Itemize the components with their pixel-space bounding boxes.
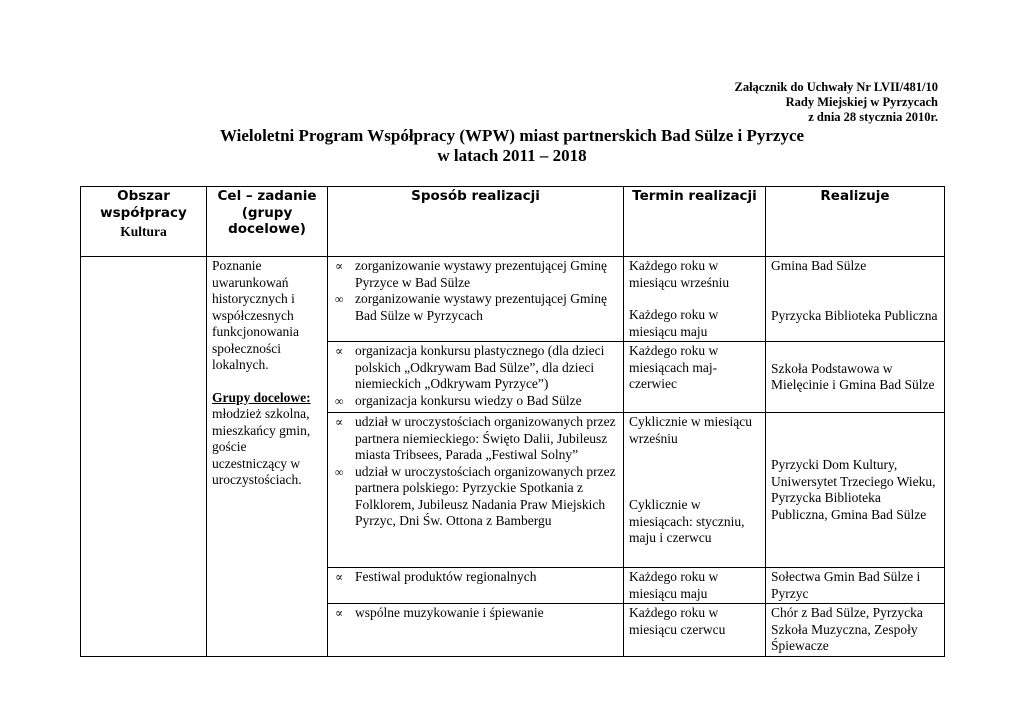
item-text: udział w uroczystościach organizowanych przez partnera niemieckiego: Święto Dalii, Jubileusz miasta Tribsees, Parada „Festiwal Solny” [355, 414, 616, 462]
list-item [333, 343, 618, 393]
executor-cell [766, 413, 945, 568]
annex-line-1: Załącznik do Uchwały Nr LVII/481/10 [734, 80, 938, 94]
method-cell [328, 604, 624, 657]
executor-cell [766, 604, 945, 657]
item-text: Festiwal produktów regionalnych [355, 569, 537, 584]
list-item [333, 393, 618, 410]
executor-cell [766, 568, 945, 604]
goal-cell [207, 257, 328, 657]
cooperation-table [80, 186, 945, 657]
item-text: zorganizowanie wystawy prezentującej Gminę Pyrzyce w Bad Sülze [355, 258, 608, 290]
term-cell [624, 568, 766, 604]
term-text: Każdego roku w miesiącach maj-czerwiec [629, 343, 719, 391]
term-text: Każdego roku w miesiącu czerwcu [629, 605, 726, 637]
goal-groups-label: Grupy docelowe: [212, 389, 311, 405]
bullet-icon: ∝ [335, 415, 344, 429]
term-text: Każdego roku w miesiącu maju [629, 307, 719, 339]
executor-text: Sołectwa Gmin Bad Sülze i Pyrzyc [771, 569, 921, 601]
term-cell [624, 413, 766, 568]
item-text: wspólne muzykowanie i śpiewanie [355, 605, 544, 620]
area-label: Kultura [120, 224, 167, 239]
term-text: Cyklicznie w miesiącach: styczniu, maju i czerwcu [629, 497, 745, 545]
executor-cell [766, 342, 945, 413]
annex-line-3: z dnia 28 stycznia 2010r. [808, 110, 938, 124]
header-executor: Realizuje [766, 187, 945, 257]
header-goal: Cel – zadanie (grupy docelowe) [207, 187, 328, 257]
list-item [333, 464, 618, 530]
executor-text: Pyrzycki Dom Kultury, Uniwersytet Trzeciego Wieku, Pyrzycka Biblioteka Publiczna, Gmina Bad Sülze [771, 457, 936, 522]
item-text: organizacja konkursu wiedzy o Bad Sülze [355, 392, 582, 408]
bullet-icon: ∞ [335, 292, 344, 306]
list-item [333, 414, 618, 464]
bullet-icon: ∝ [335, 606, 344, 620]
area-cell [81, 224, 207, 657]
item-text: organizacja konkursu plastycznego (dla dzieci polskich „Odkrywam Bad Sülze”, dla dzieci niemieckich „Odkrywam Pyrzyce”) [355, 343, 605, 391]
annex-line-2: Rady Miejskiej w Pyrzycach [785, 95, 938, 109]
method-cell [328, 413, 624, 568]
term-cell [624, 342, 766, 413]
method-cell [328, 568, 624, 604]
bullet-icon: ∝ [335, 570, 344, 584]
executor-cell [766, 257, 945, 342]
term-text: Cyklicznie w miesiącu wrześniu [629, 414, 752, 446]
header-row [81, 187, 945, 257]
list-item [333, 258, 618, 291]
item-text: zorganizowanie wystawy prezentującej Gminę Bad Sülze w Pyrzycach [355, 291, 608, 323]
document-title [0, 126, 1024, 166]
list-item [333, 605, 618, 622]
term-cell [624, 257, 766, 342]
method-cell [328, 342, 624, 413]
header-area: Obszar współpracy [81, 187, 207, 257]
executor-text: Pyrzycka Biblioteka Publiczna [771, 307, 938, 323]
title-line-2: w latach 2011 – 2018 [437, 146, 587, 165]
table-row [81, 257, 945, 342]
header-term: Termin realizacji [624, 187, 766, 257]
title-line-1: Wieloletni Program Współpracy (WPW) miast partnerskich Bad Sülze i Pyrzyce [219, 126, 805, 145]
method-cell [328, 257, 624, 342]
item-text: udział w uroczystościach organizowanych przez partnera polskiego: Pyrzyckie Spotkania z Folklorem, Jubileusz Nadania Praw Miejskich Pyrzyc, Dni Św. Ottona z Bambergu [355, 463, 616, 528]
goal-text: Poznanie uwarunkowań historycznych i współczesnych funkcjonowania społeczności lokalnych. [212, 258, 299, 372]
executor-text: Gmina Bad Sülze [771, 258, 867, 273]
list-item [333, 569, 618, 586]
executor-text: Chór z Bad Sülze, Pyrzycka Szkoła Muzyczna, Zespoły Śpiewacze [771, 605, 923, 653]
term-cell [624, 604, 766, 657]
header-method: Sposób realizacji [328, 187, 624, 257]
goal-groups: młodzież szkolna, mieszkańcy gmin, goście uczestniczący w uroczystościach. [212, 406, 311, 487]
list-item [333, 291, 618, 324]
bullet-icon: ∞ [335, 393, 344, 408]
term-text: Każdego roku w miesiącu maju [629, 569, 719, 601]
term-text: Każdego roku w miesiącu wrześniu [629, 258, 730, 290]
bullet-icon: ∝ [335, 344, 344, 358]
annex-header [734, 80, 938, 125]
bullet-icon: ∝ [335, 259, 344, 273]
bullet-icon: ∞ [335, 464, 344, 479]
executor-text: Szkoła Podstawowa w Mielęcinie i Gmina Bad Sülze [771, 360, 935, 392]
